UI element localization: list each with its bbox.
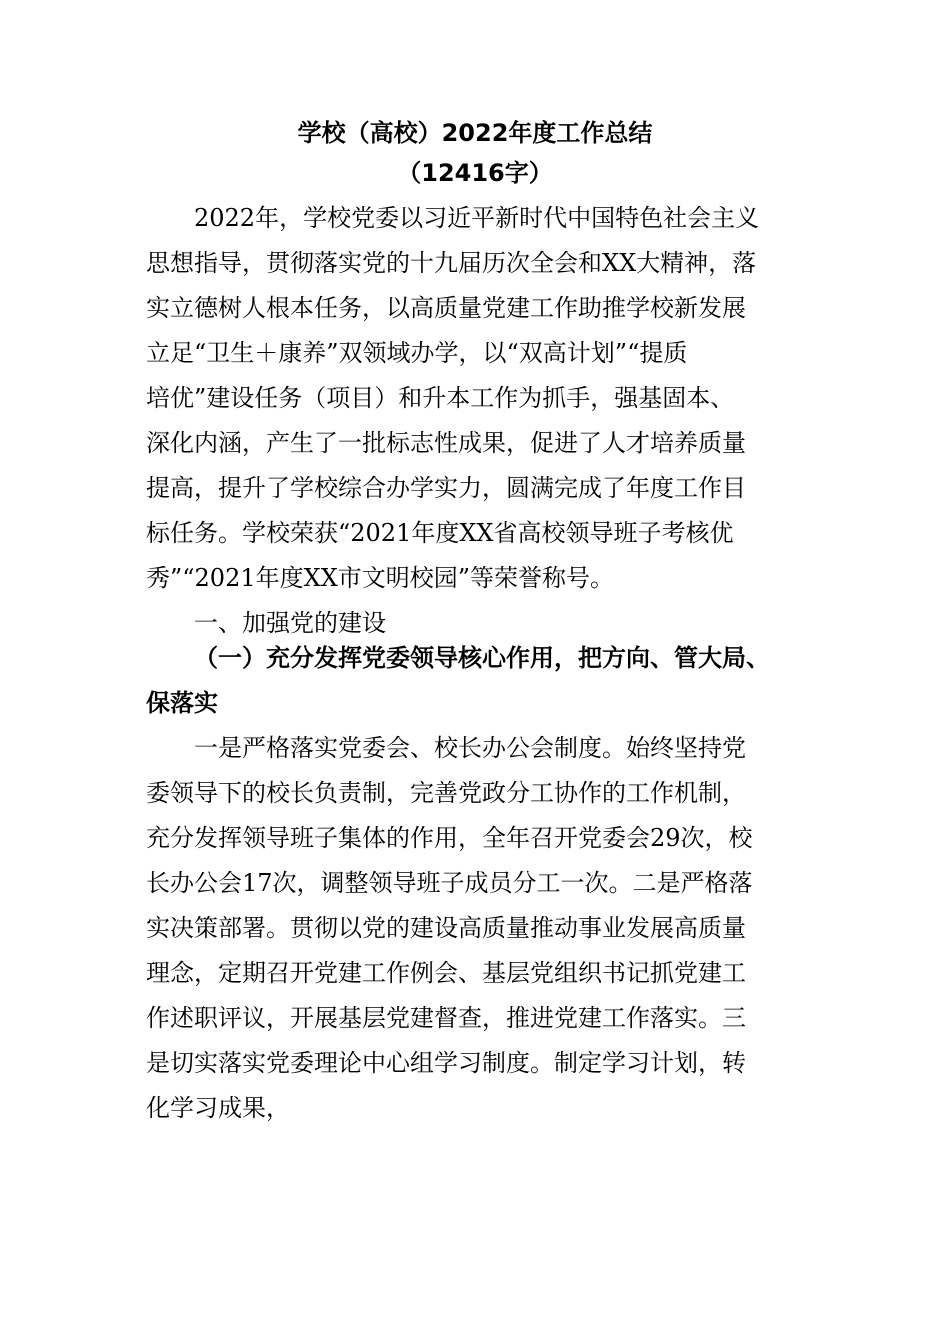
- paragraph-line: 立足“卫生＋康养”双领域办学，以“双高计划”“提质: [146, 339, 688, 367]
- paragraph-line: 一是严格落实党委会、校长办公会制度。始终坚持党: [194, 734, 746, 762]
- paragraph-line: 作述职评议，开展基层党建督查，推进党建工作落实。三: [146, 1004, 746, 1032]
- section-heading: 一、加强党的建设: [194, 609, 386, 637]
- subsection-heading-continued: 保落实: [146, 689, 218, 717]
- paragraph-line: 标任务。学校荣获“2021年度XX省高校领导班子考核优: [146, 519, 734, 547]
- paragraph-line: 长办公会17次，调整领导班子成员分工一次。二是严格落: [146, 869, 753, 897]
- paragraph-line: 委领导下的校长负责制，完善党政分工协作的工作机制，: [146, 779, 746, 807]
- paragraph-line: 实决策部署。贯彻以党的建设高质量推动事业发展高质量: [146, 914, 746, 942]
- document-subtitle: （12416字）: [397, 159, 553, 187]
- document-title: 学校（高校）2022年度工作总结: [297, 119, 653, 147]
- paragraph-line: 理念，定期召开党建工作例会、基层党组织书记抓党建工: [146, 959, 746, 987]
- paragraph-line: 提高，提升了学校综合办学实力，圆满完成了年度工作目: [146, 474, 746, 502]
- paragraph-line: 思想指导，贯彻落实党的十九届历次全会和XX大精神，落: [146, 249, 757, 277]
- paragraph-line: 深化内涵，产生了一批标志性成果，促进了人才培养质量: [146, 429, 746, 457]
- paragraph-line: 充分发挥领导班子集体的作用，全年召开党委会29次，校: [146, 824, 753, 852]
- paragraph-line: 实立德树人根本任务，以高质量党建工作助推学校新发展: [146, 294, 746, 322]
- paragraph-line: 化学习成果，: [146, 1094, 290, 1122]
- subsection-heading: （一）充分发挥党委领导核心作用，把方向、管大局、: [194, 644, 770, 672]
- paragraph-line: 秀”“2021年度XX市文明校园”等荣誉称号。: [146, 564, 615, 592]
- paragraph-line: 2022年，学校党委以习近平新时代中国特色社会主义: [194, 204, 760, 232]
- paragraph-line: 培优”建设任务（项目）和升本工作为抓手，强基固本、: [146, 384, 735, 412]
- paragraph-line: 是切实落实党委理论中心组学习制度。制定学习计划，转: [146, 1049, 746, 1077]
